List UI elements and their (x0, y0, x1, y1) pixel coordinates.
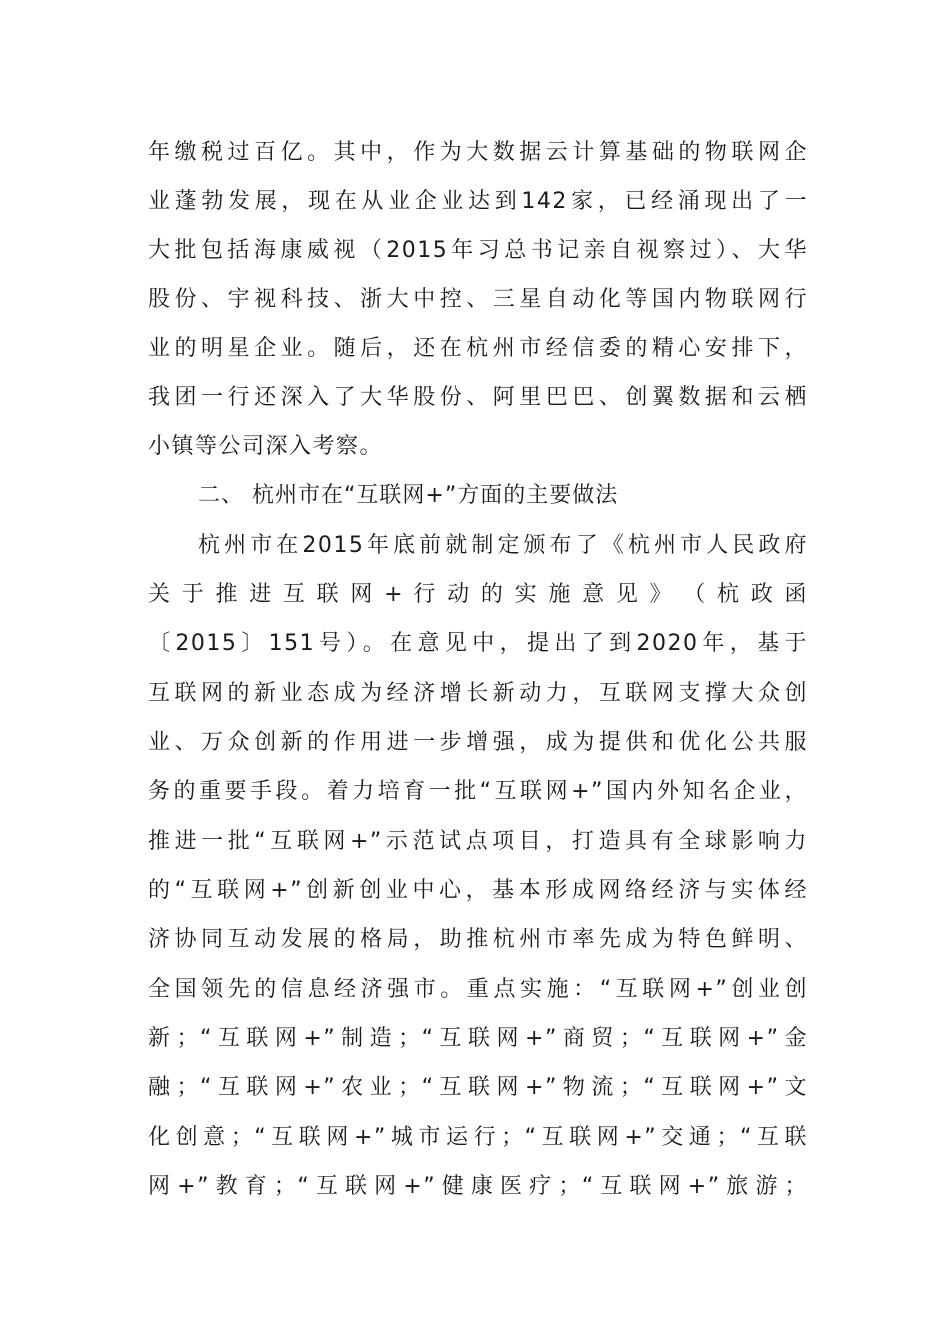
section-heading: 二、 杭州市在“互联网+”方面的主要做法 (198, 483, 619, 508)
paragraph-line: 新；“互联网+”制造；“互联网+”商贸；“互联网+”金 (148, 1026, 808, 1051)
paragraph-line: 业、万众创新的作用进一步增强，成为提供和优化公共服 (148, 730, 808, 755)
paragraph-line: 年缴税过百亿。其中，作为大数据云计算基础的物联网企 (148, 140, 808, 165)
paragraph-line: 济协同互动发展的格局，助推杭州市率先成为特色鲜明、 (148, 927, 808, 952)
paragraph-line: 全国领先的信息经济强市。重点实施：“互联网+”创业创 (148, 977, 808, 1002)
paragraph-line: 的“互联网+”创新创业中心，基本形成网络经济与实体经 (148, 878, 808, 903)
paragraph-line: 务的重要手段。着力培育一批“互联网+”国内外知名企业， (148, 779, 808, 804)
paragraph-line: 业蓬勃发展，现在从业企业达到142家，已经涌现出了一 (148, 189, 808, 214)
paragraph-line: 融；“互联网+”农业；“互联网+”物流；“互联网+”文 (148, 1075, 808, 1100)
paragraph-line: 杭州市在2015年底前就制定颁布了《杭州市人民政府 (198, 533, 808, 558)
paragraph-line: 业的明星企业。随后，还在杭州市经信委的精心安排下， (148, 336, 808, 361)
paragraph-line: 网+”教育；“互联网+”健康医疗；“互联网+”旅游； (148, 1174, 808, 1199)
paragraph-line: 大批包括海康威视（2015年习总书记亲自视察过）、大华 (148, 238, 808, 263)
paragraph-line: 小镇等公司深入考察。 (148, 434, 384, 459)
paragraph-line: 我团一行还深入了大华股份、阿里巴巴、创翼数据和云栖 (148, 385, 808, 410)
paragraph-line: 股份、宇视科技、浙大中控、三星自动化等国内物联网行 (148, 287, 808, 312)
paragraph-line: 推进一批“互联网+”示范试点项目，打造具有全球影响力 (148, 829, 808, 854)
paragraph-line: 关 于 推 进 互 联 网 + 行 动 的 实 施 意 见 》 （ 杭 政 函 (148, 582, 808, 607)
paragraph-line: 化创意；“互联网+”城市运行；“互联网+”交通；“互联 (148, 1125, 808, 1150)
paragraph-line: 〔2015〕151号）。在意见中，提出了到2020年，基于 (148, 631, 808, 656)
paragraph-line: 互联网的新业态成为经济增长新动力，互联网支撑大众创 (148, 681, 808, 706)
